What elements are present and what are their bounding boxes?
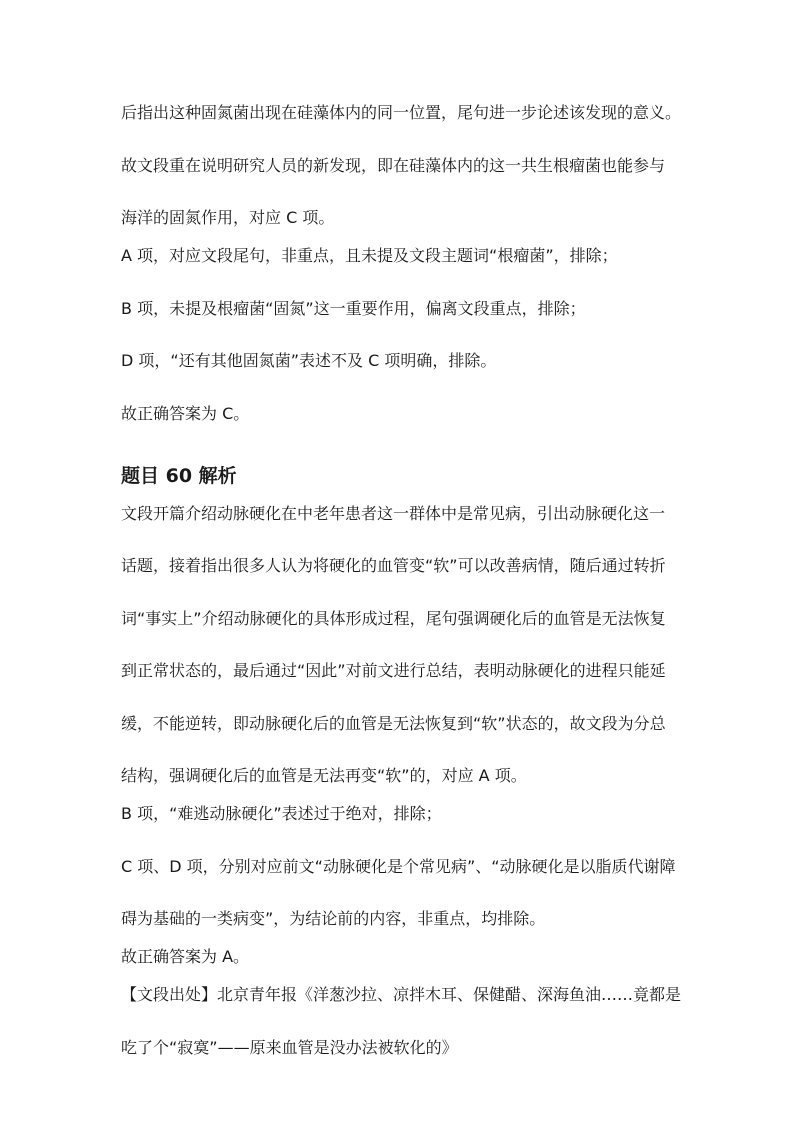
text-line: B 项，未提及根瘤菌“固氮”这一重要作用，偏离文段重点，排除；: [121, 298, 586, 318]
text-line: 故正确答案为 A。: [121, 947, 250, 966]
text-line: 故正确答案为 C。: [121, 403, 250, 423]
text-line: 话题，接着指出很多人认为将硬化的血管变“软”可以改善病情，随后通过转折: [121, 556, 666, 575]
text-line: D 项，“还有其他固氮菌”表述不及 C 项明确，排除。: [121, 351, 497, 370]
text-line: 文段开篇介绍动脉硬化在中老年患者这一群体中是常见病，引出动脉硬化这一: [121, 503, 666, 523]
source-citation: 吃了个“寂寞”——原来血管是没办法被软化的》: [121, 1037, 458, 1057]
text-line: 后指出这种固氮菌出现在硅藻体内的同一位置，尾句进一步论述该发现的意义。: [121, 103, 682, 122]
text-line: A 项，对应文段尾句，非重点，且未提及文段主题词“根瘤菌”，排除；: [121, 246, 618, 265]
document-content: [121, 103, 681, 1058]
text-line: 故文段重在说明研究人员的新发现，即在硅藻体内的这一共生根瘤菌也能参与: [121, 155, 666, 175]
text-line: 海洋的固氮作用，对应 C 项。: [121, 208, 335, 227]
text-line: 碍为基础的一类病变”，为结论前的内容，非重点，均排除。: [121, 909, 546, 928]
source-citation: 【文段出处】北京青年报《洋葱沙拉、凉拌木耳、保健醋、深海鱼油……竟都是: [121, 985, 682, 1004]
section-heading: 题目 60 解析: [121, 464, 237, 487]
text-line: B 项，“难逃动脉硬化”表述过于绝对，排除；: [121, 804, 442, 823]
text-line: 词“事实上”介绍动脉硬化的具体形成过程，尾句强调硬化后的血管是无法恢复: [121, 608, 666, 628]
text-line: C 项、D 项，分别对应前文“动脉硬化是个常见病”、“动脉硬化是以脂质代谢障: [121, 856, 676, 876]
text-line: 到正常状态的，最后通过“因此”对前文进行总结，表明动脉硬化的进程只能延: [121, 661, 666, 680]
text-line: 结构，强调硬化后的血管是无法再变“软”的，对应 A 项。: [121, 766, 527, 785]
text-line: 缓，不能逆转，即动脉硬化后的血管是无法恢复到“软”状态的，故文段为分总: [121, 713, 666, 733]
